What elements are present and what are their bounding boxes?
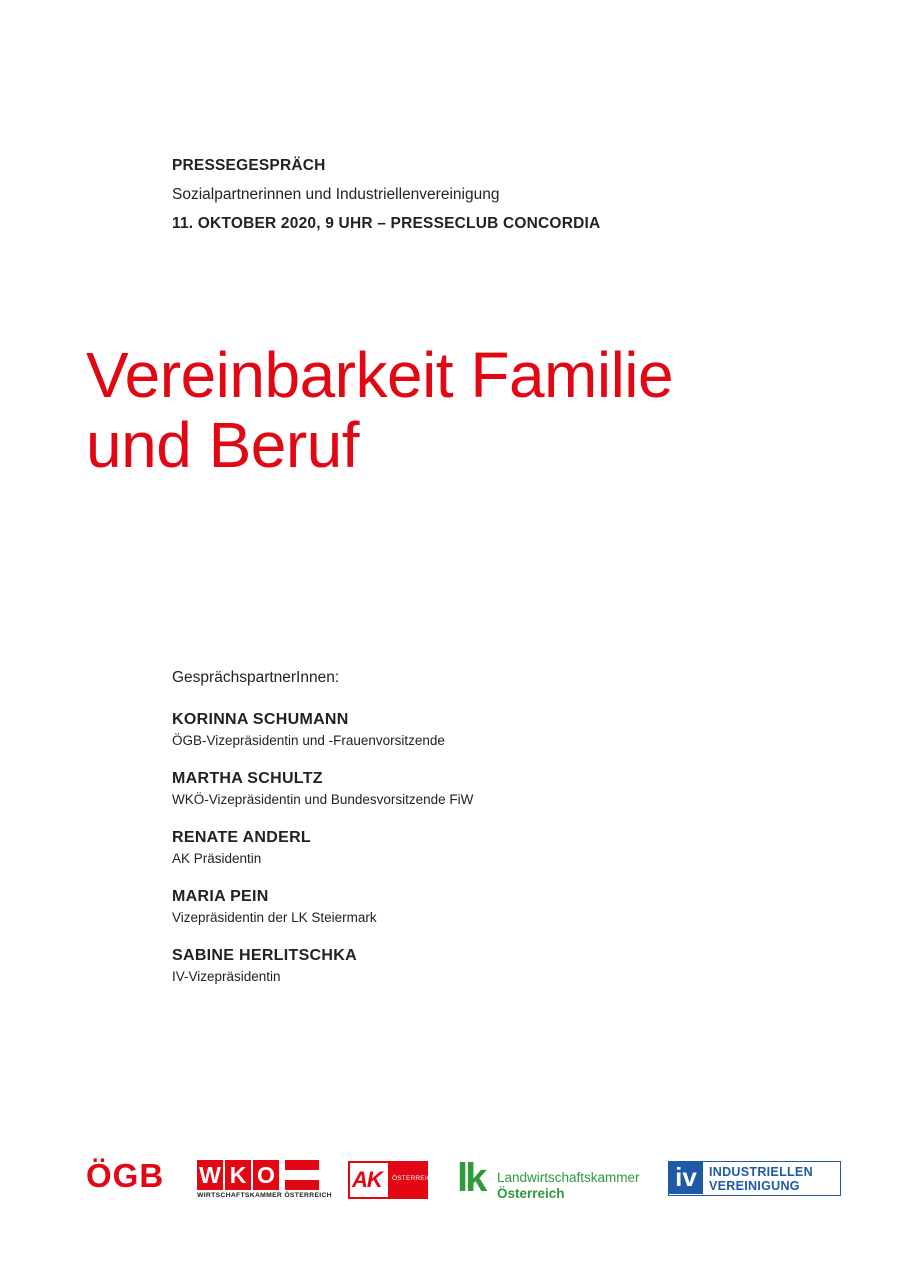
wko-letter: O	[253, 1160, 279, 1190]
speaker-item	[172, 946, 473, 986]
speaker-role: Vizepräsidentin der LK Steiermark	[172, 910, 377, 925]
iv-logo-line1: INDUSTRIELLEN	[709, 1165, 813, 1179]
oegb-logo	[86, 1158, 164, 1194]
lk-logo-mark: lk	[457, 1156, 485, 1200]
wko-letter: K	[225, 1160, 251, 1190]
wko-logo	[197, 1160, 332, 1202]
press-subtitle: Sozialpartnerinnen und Industriellenvereinigung	[172, 186, 500, 203]
speaker-name: KORINNA SCHUMANN	[172, 711, 349, 728]
speakers-section	[172, 668, 473, 1005]
speaker-role: WKÖ-Vizepräsidentin und Bundesvorsitzende FiW	[172, 792, 474, 807]
speaker-name: MARTHA SCHULTZ	[172, 770, 323, 787]
oegb-logo-text: ÖGB	[86, 1157, 165, 1194]
wko-letter: W	[197, 1160, 223, 1190]
speaker-role: ÖGB-Vizepräsidentin und -Frauenvorsitzende	[172, 733, 445, 748]
press-date-location: 11. OKTOBER 2020, 9 UHR – PRESSECLUB CONCORDIA	[172, 215, 601, 232]
speaker-item	[172, 710, 473, 750]
press-label: PRESSEGESPRÄCH	[172, 157, 326, 174]
lk-logo-line2: Österreich	[497, 1186, 565, 1201]
speaker-role: AK Präsidentin	[172, 851, 262, 866]
title-line-2: und Beruf	[86, 409, 360, 481]
press-header	[172, 156, 600, 243]
speakers-intro: GesprächspartnerInnen:	[172, 669, 340, 686]
speaker-item	[172, 828, 473, 868]
wko-logo-subtitle: WIRTSCHAFTSKAMMER ÖSTERREICH	[197, 1192, 332, 1199]
logo-bar	[0, 1150, 905, 1210]
iv-logo-line2: VEREINIGUNG	[709, 1179, 800, 1193]
speaker-name: MARIA PEIN	[172, 888, 269, 905]
austria-flag-icon	[285, 1160, 319, 1190]
document-title	[86, 340, 673, 480]
speaker-item	[172, 887, 473, 927]
speaker-role: IV-Vizepräsidentin	[172, 969, 281, 984]
speaker-name: RENATE ANDERL	[172, 829, 312, 846]
iv-logo-mark: iv	[669, 1162, 703, 1194]
title-line-1: Vereinbarkeit Familie	[86, 339, 674, 411]
speaker-item	[172, 769, 473, 809]
ak-logo-subtitle: ÖSTERREICH	[392, 1175, 437, 1182]
iv-logo	[668, 1161, 841, 1196]
ak-logo-mark: AK	[352, 1167, 382, 1192]
lk-logo-line1: Landwirtschaftskammer	[497, 1170, 640, 1185]
speaker-name: SABINE HERLITSCHKA	[172, 947, 357, 964]
ak-logo	[348, 1161, 437, 1199]
